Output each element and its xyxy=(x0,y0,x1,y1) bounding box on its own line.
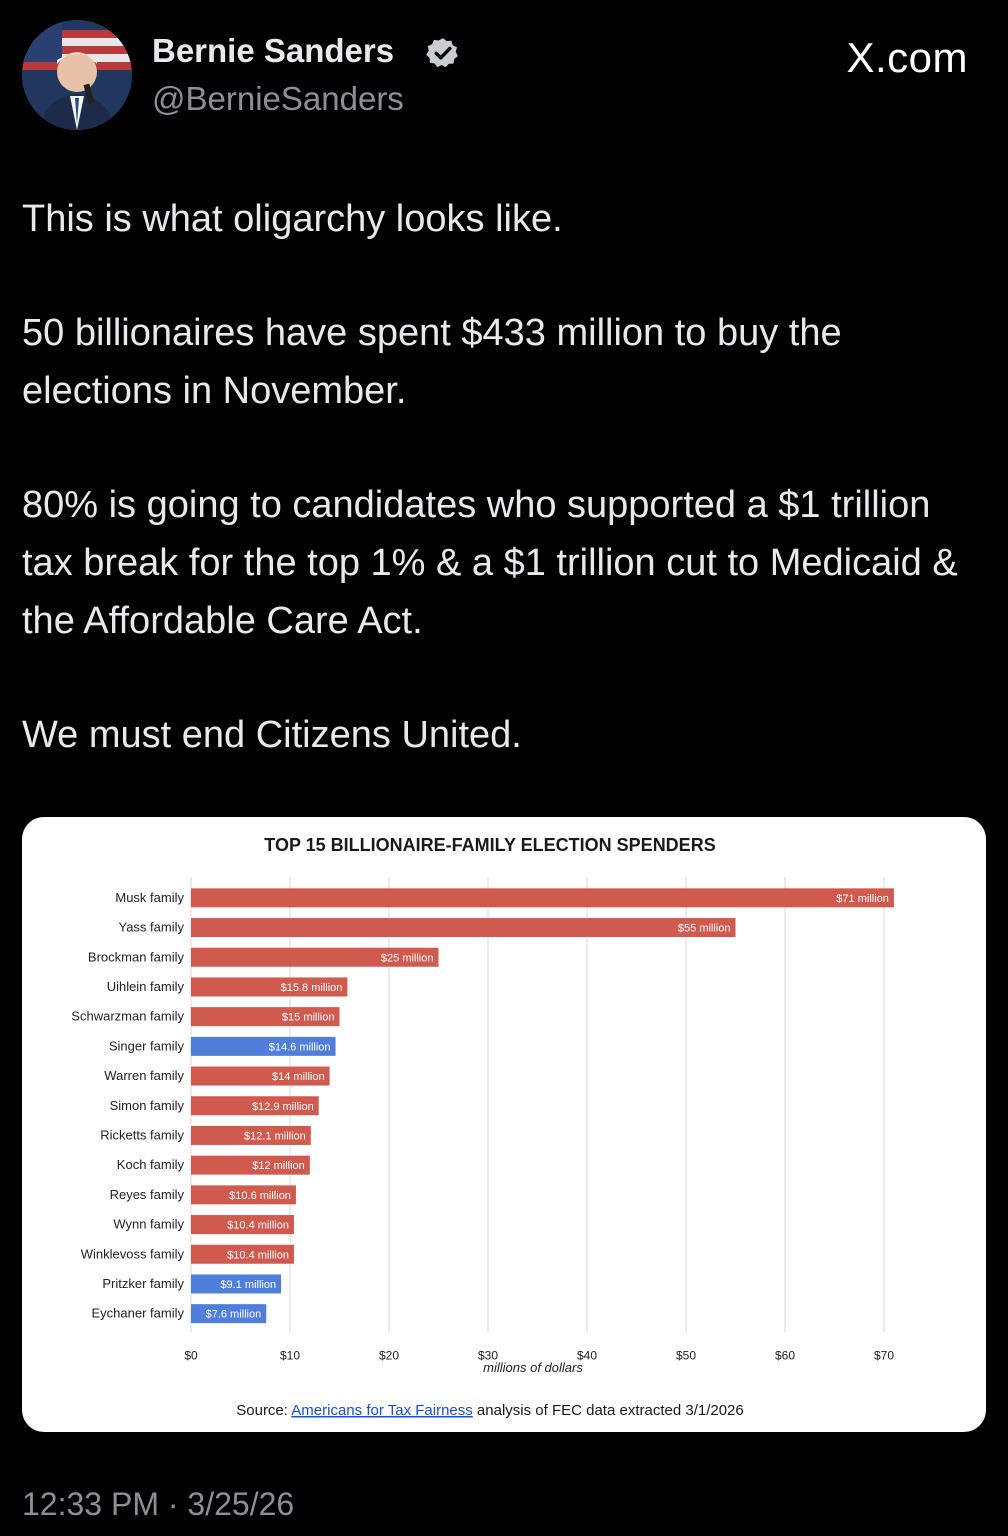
x-tick-label: $20 xyxy=(378,1348,400,1363)
category-label: Eychaner family xyxy=(91,1305,184,1321)
category-label: Uihlein family xyxy=(106,978,184,994)
x-tick-label: $70 xyxy=(873,1348,895,1363)
data-label: $7.6 million xyxy=(205,1308,262,1321)
x-tick-label: $0 xyxy=(184,1348,198,1363)
tweet-paragraph: We must end Citizens United. xyxy=(22,714,522,756)
author-name[interactable]: Bernie Sanders xyxy=(152,32,395,69)
chart-image-card[interactable] xyxy=(22,817,986,1432)
category-label: Koch family xyxy=(116,1157,184,1173)
chart-title: TOP 15 BILLIONAIRE-FAMILY ELECTION SPENDERS xyxy=(264,835,716,855)
x-tick-label: $50 xyxy=(675,1348,697,1363)
avatar-photo xyxy=(22,20,132,130)
x-tick-label: $40 xyxy=(576,1348,598,1363)
category-label: Simon family xyxy=(109,1097,184,1113)
data-label: $14 million xyxy=(272,1071,325,1084)
source-suffix: analysis of FEC data extracted 3/1/2026 xyxy=(472,1402,744,1419)
x-tick-label: $60 xyxy=(774,1348,796,1363)
avatar[interactable] xyxy=(22,20,132,130)
source-link[interactable]: Americans for Tax Fairness xyxy=(291,1402,473,1419)
category-label: Schwarzman family xyxy=(71,1008,184,1024)
data-label: $12.1 million xyxy=(244,1130,306,1143)
x-tick-label: $30 xyxy=(477,1348,499,1363)
category-label: Wynn family xyxy=(113,1216,184,1232)
tweet-timestamp[interactable]: 12:33 PM · 3/25/26 xyxy=(22,1486,295,1522)
chart-source xyxy=(236,1402,744,1419)
category-label: Singer family xyxy=(108,1038,184,1054)
data-label: $55 million xyxy=(677,922,731,935)
category-label: Reyes family xyxy=(109,1186,184,1202)
bar-chart xyxy=(22,817,986,1432)
tweet-body xyxy=(22,190,982,820)
bar xyxy=(191,888,894,907)
verified-badge-icon xyxy=(426,36,460,70)
category-label: Brockman family xyxy=(87,949,184,965)
data-label: $10.6 million xyxy=(229,1189,291,1202)
data-label: $71 million xyxy=(836,892,889,905)
category-label: Musk family xyxy=(115,889,184,905)
data-label: $9.1 million xyxy=(220,1278,277,1291)
tweet-paragraph: 50 billionaires have spent $433 million to buy the elections in November. xyxy=(22,312,842,412)
data-label: $10.4 million xyxy=(227,1249,289,1262)
data-label: $12.9 million xyxy=(251,1100,314,1113)
x-axis-label: millions of dollars xyxy=(483,1360,583,1375)
tweet-paragraph: 80% is going to candidates who supported a $1 trillion tax break for the top 1% & a $1 trillion cut to Medicaid & the Affordable Care Act. xyxy=(22,484,958,642)
bar xyxy=(191,918,736,937)
category-label: Warren family xyxy=(104,1068,184,1084)
x-tick-label: $10 xyxy=(279,1348,301,1363)
category-label: Yass family xyxy=(118,919,184,935)
category-label: Winklevoss family xyxy=(80,1246,184,1262)
author-handle[interactable]: @BernieSanders xyxy=(152,80,404,117)
source-prefix: Source: xyxy=(236,1402,292,1419)
brand-label: X.com xyxy=(846,34,968,81)
data-label: $15.8 million xyxy=(280,981,343,994)
category-label: Ricketts family xyxy=(100,1127,184,1143)
category-label: Pritzker family xyxy=(102,1275,184,1291)
data-label: $12 million xyxy=(252,1160,305,1173)
data-label: $15 million xyxy=(281,1011,335,1024)
data-label: $10.4 million xyxy=(227,1219,289,1232)
data-label: $25 million xyxy=(380,952,434,965)
tweet-paragraph: This is what oligarchy looks like. xyxy=(22,198,563,240)
data-label: $14.6 million xyxy=(268,1041,331,1054)
